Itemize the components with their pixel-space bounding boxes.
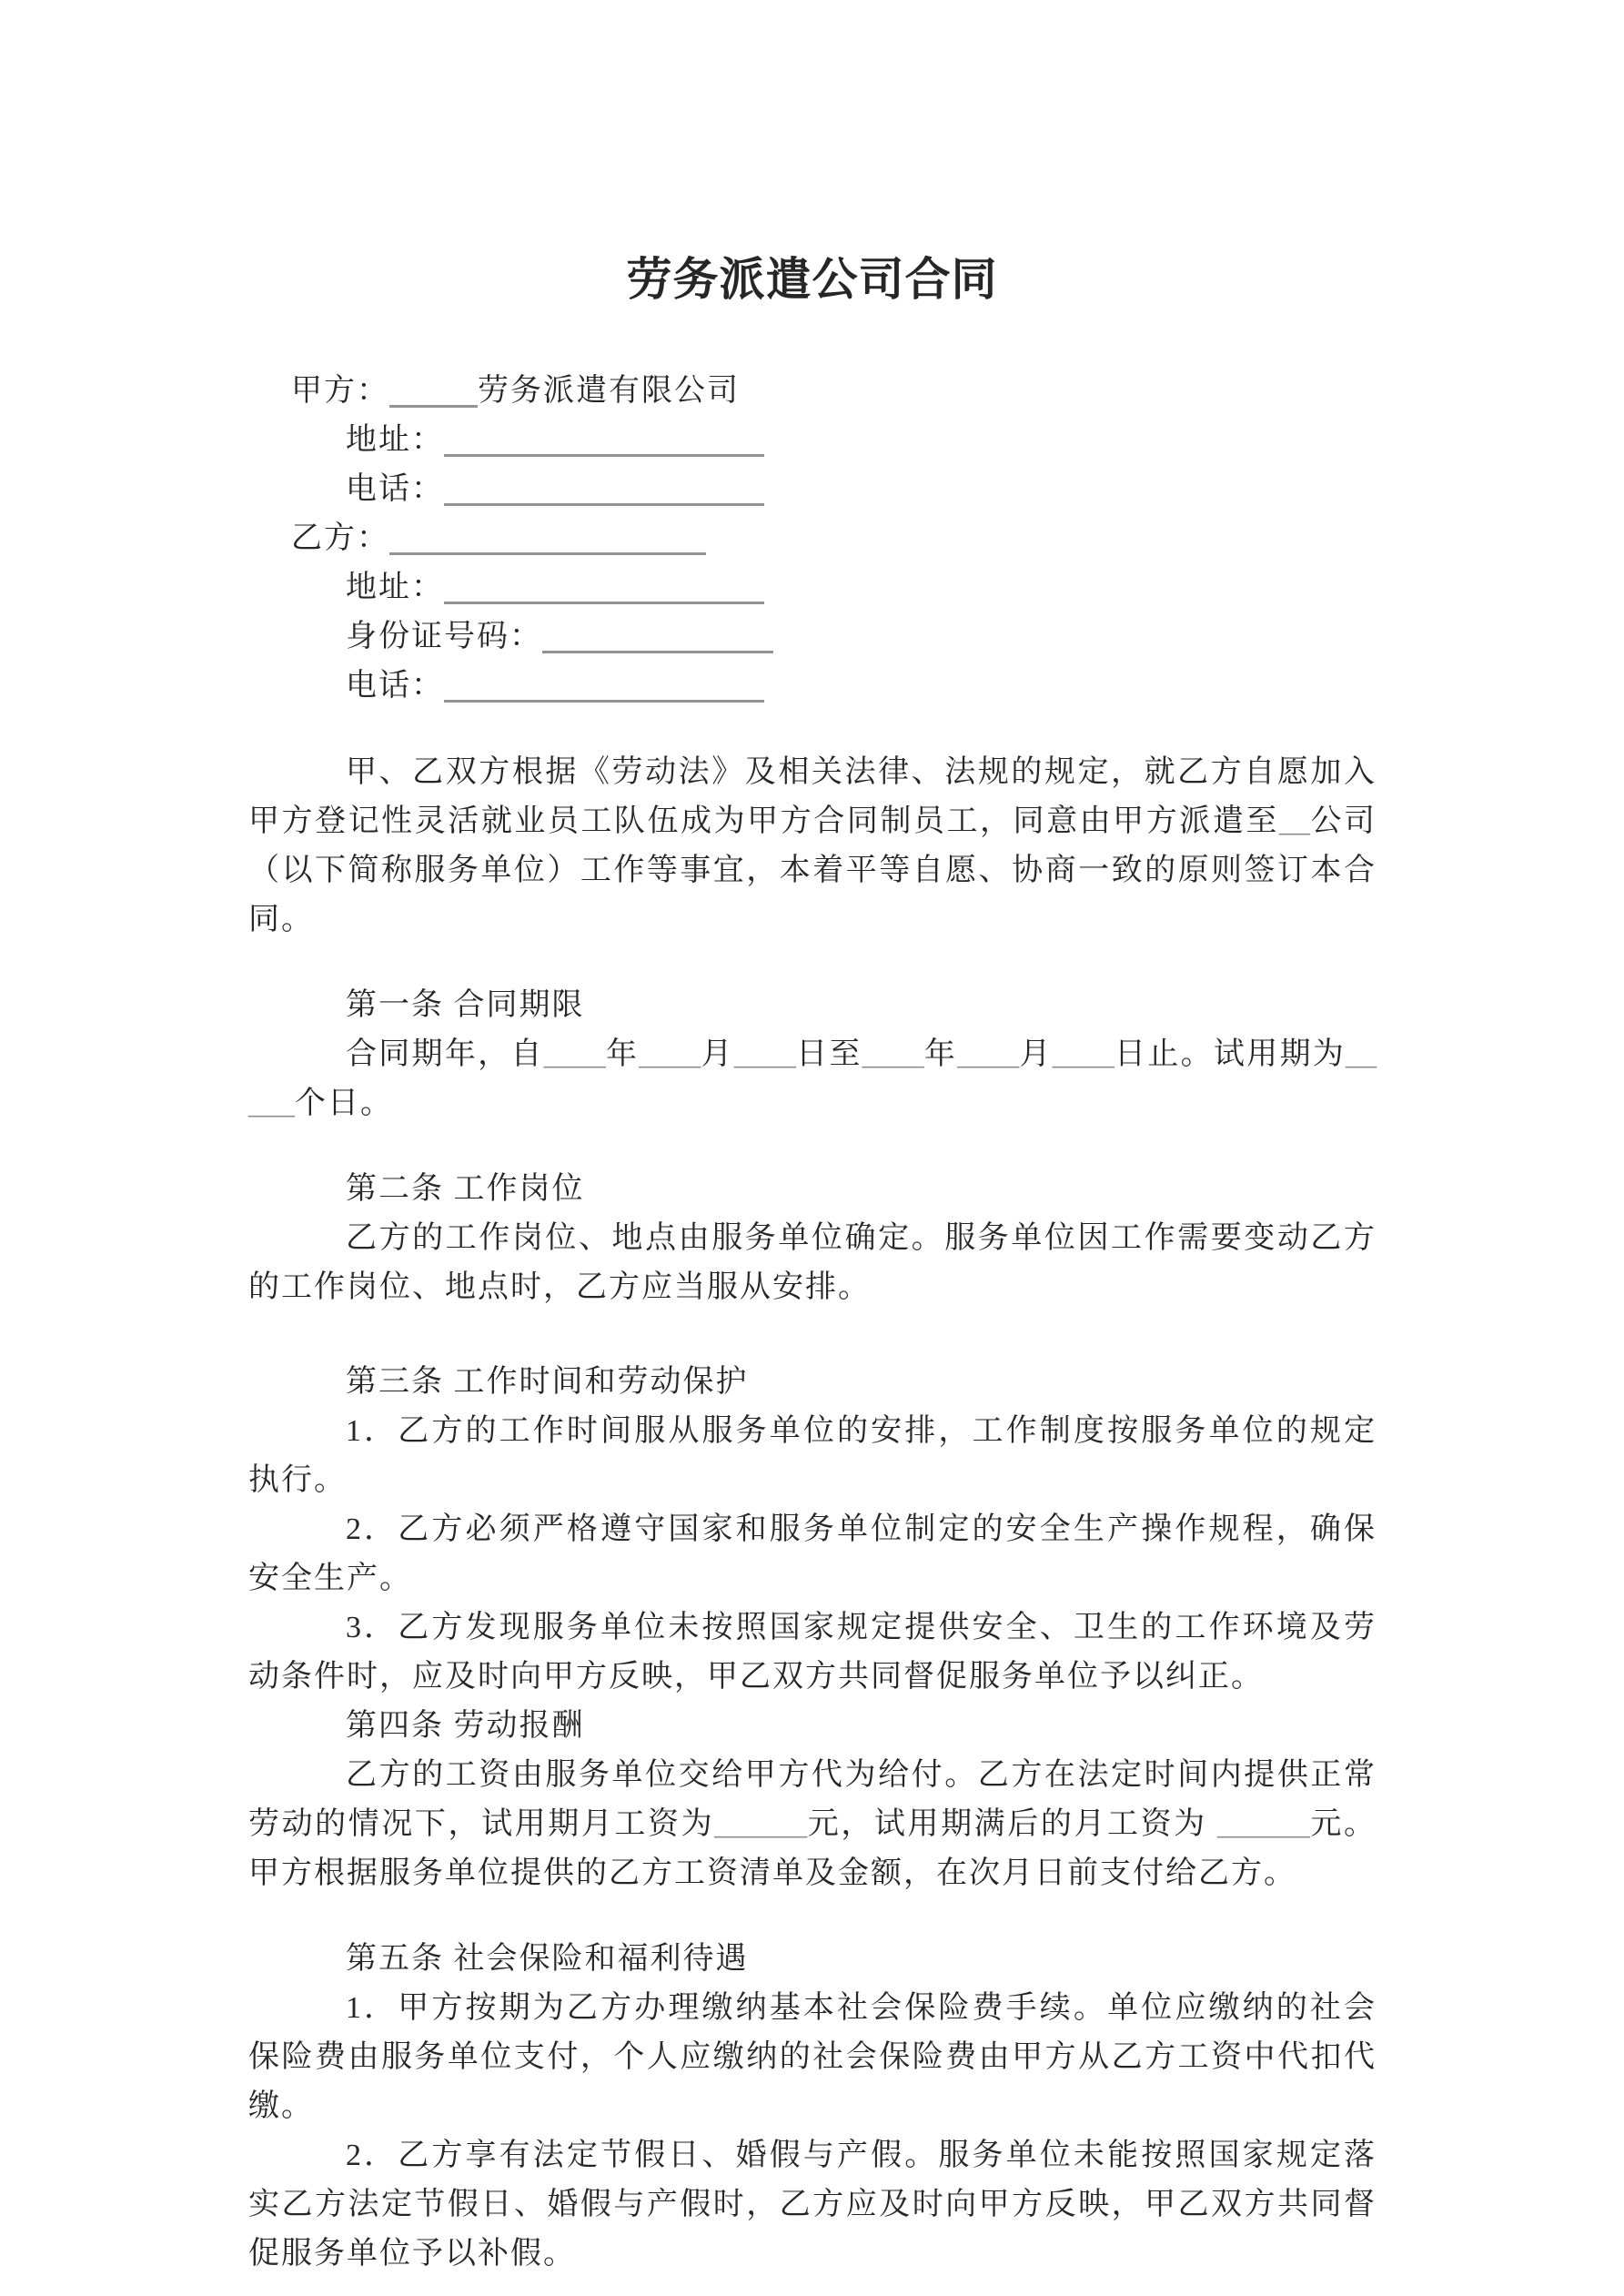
section [0, 1702, 1624, 1898]
phone-a-label: 电话： [346, 472, 444, 506]
section-paragraph: 2．乙方享有法定节假日、婚假与产假。服务单位未能按照国家规定落实乙方法定节假日、婚假与产假时，乙方应及时向甲方反映，甲乙双方共同督促服务单位予以补假。 [248, 2139, 1377, 2271]
section-paragraph: 3．乙方发现服务单位未按照国家规定提供安全、卫生的工作环境及劳动条件时，应及时向甲方反映，甲乙双方共同督促服务单位予以纠正。 [248, 1611, 1377, 1694]
section [0, 981, 1624, 1128]
address-b-blank-line [444, 571, 764, 604]
section-paragraph: 1．甲方按期为乙方办理缴纳基本社会保险费手续。单位应缴纳的社会保险费由服务单位支付，个人应缴纳的社会保险费由甲方从乙方工资中代扣代缴。 [248, 1991, 1377, 2123]
section [0, 1165, 1624, 1312]
section-paragraph: 乙方的工资由服务单位交给甲方代为给付。乙方在法定时间内提供正常劳动的情况下，试用期月工资为______元，试用期满后的月工资为 ______元。甲方根据服务单位提供的乙方工资清单及金额，在次月日前支付给乙方。 [248, 1758, 1377, 1890]
section [0, 1358, 1624, 1702]
field-row-address-b [346, 563, 1377, 612]
section-paragraph: 2．乙方必须严格遵守国家和服务单位制定的安全生产操作规程，确保安全生产。 [248, 1512, 1377, 1595]
field-row-phone-a [346, 465, 1377, 514]
field-row-id-number [346, 612, 1377, 662]
section-heading: 第五条 社会保险和福利待遇 [346, 1942, 749, 1976]
address-a-label: 地址： [346, 423, 444, 457]
phone-b-blank-line [444, 669, 764, 703]
party-a-value: 劳务派遣有限公司 [478, 374, 740, 408]
address-b-label: 地址： [346, 571, 444, 604]
contract-sections [0, 981, 1624, 2279]
document-title: 劳务派遣公司合同 [626, 254, 998, 305]
section-heading: 第二条 工作岗位 [346, 1172, 585, 1206]
party-info-block [248, 367, 1377, 711]
phone-a-blank-line [444, 472, 764, 506]
field-row-phone-b [346, 662, 1377, 711]
field-row-address-a [346, 416, 1377, 465]
id-number-blank-line [542, 620, 773, 653]
address-a-blank-line [444, 423, 764, 457]
party-a-blank-line [389, 374, 478, 408]
field-row-party-b [291, 514, 1377, 563]
section-heading: 第四条 劳动报酬 [346, 1709, 585, 1743]
phone-b-label: 电话： [346, 669, 444, 703]
section-paragraph: 乙方的工作岗位、地点由服务单位确定。服务单位因工作需要变动乙方的工作岗位、地点时，乙方应当服从安排。 [248, 1221, 1377, 1304]
intro-paragraph: 甲、乙双方根据《劳动法》及相关法律、法规的规定，就乙方自愿加入甲方登记性灵活就业员工队伍成为甲方合同制员工，同意由甲方派遣至__公司（以下简称服务单位）工作等事宜，本着平等自愿、协商一致的原则签订本合同。 [248, 755, 1377, 936]
party-a-label: 甲方： [291, 374, 389, 408]
party-b-blank-line [389, 521, 706, 555]
section-paragraph: 1．乙方的工作时间服从服务单位的安排，工作制度按服务单位的规定执行。 [248, 1414, 1377, 1497]
section-heading: 第三条 工作时间和劳动保护 [346, 1365, 749, 1399]
section-paragraph: 合同期年，自____年____月____日至____年____月____日止。试用期为_____个日。 [248, 1037, 1377, 1120]
party-b-label: 乙方： [291, 521, 389, 555]
id-number-label: 身份证号码： [346, 620, 542, 653]
section [0, 1935, 1624, 2279]
field-row-party-a [291, 367, 1377, 416]
section-heading: 第一条 合同期限 [346, 988, 585, 1022]
